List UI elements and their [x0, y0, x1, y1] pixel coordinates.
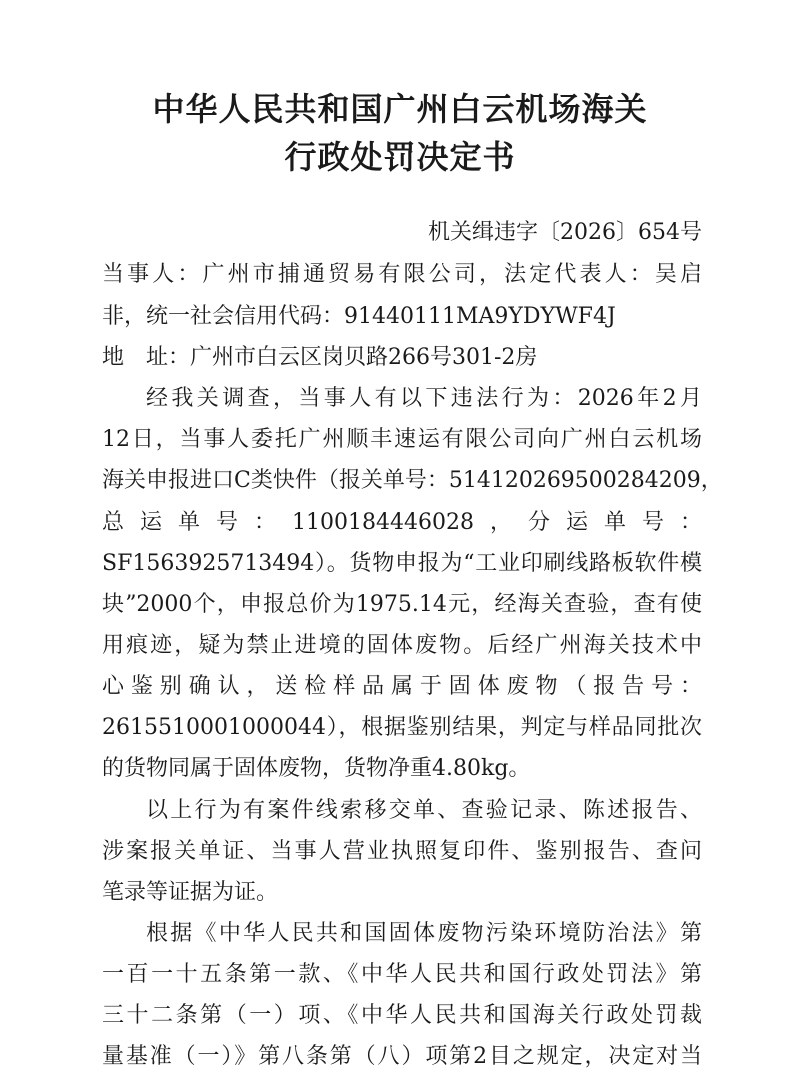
paragraph-line: 以上行为有案件线索移交单、查验记录、陈述报告、: [146, 798, 702, 823]
document-title-line1: 中华人民共和国广州白云机场海关: [152, 90, 648, 128]
paragraph-line: 海关申报进口C类快件（报关单号：514120269500284209，: [102, 468, 723, 493]
paragraph-line: 块”2000个，申报总价为1975.14元，经海关查验，查有使: [102, 592, 702, 617]
paragraph-line: 2615510001000044），根据鉴别结果，判定与样品同批次: [102, 715, 702, 740]
paragraph-line: 12日，当事人委托广州顺丰速运有限公司向广州白云机场: [102, 427, 702, 452]
paragraph-line: 一百一十五条第一款、《中华人民共和国行政处罚法》第: [102, 962, 702, 987]
paragraph-line: 总运单号：1100184446028，分运单号：: [102, 510, 702, 535]
paragraph-line: SF1563925713494）。货物申报为“工业印刷线路板软件模: [102, 551, 702, 576]
paragraph-line: 三十二条第（一）项、《中华人民共和国海关行政处罚裁: [102, 1003, 702, 1028]
document-number: 机关缉违字〔2026〕654号: [428, 220, 702, 245]
address-line: 地 址：广州市白云区岗贝路266号301-2房: [102, 345, 538, 370]
paragraph-line: 经我关调查，当事人有以下违法行为：2026年2月: [146, 386, 702, 411]
paragraph-line: 根据《中华人民共和国固体废物污染环境防治法》第: [146, 921, 702, 946]
paragraph-line: 量基准（一）》第八条第（八）项第2目之规定，决定对当: [102, 1044, 702, 1069]
paragraph-line: 的货物同属于固体废物，货物净重4.80kg。: [102, 756, 531, 781]
document-title-line2: 行政处罚决定书: [284, 138, 516, 176]
party-line-1: 当事人：广州市捕通贸易有限公司，法定代表人：吴启: [102, 262, 702, 287]
paragraph-line: 涉案报关单证、当事人营业执照复印件、鉴别报告、查问: [102, 839, 702, 864]
paragraph-line: 笔录等证据为证。: [102, 880, 279, 905]
party-line-2: 非，统一社会信用代码：91440111MA9YDYWF4J: [102, 304, 616, 329]
paragraph-line: 用痕迹，疑为禁止进境的固体废物。后经广州海关技术中: [102, 633, 702, 658]
paragraph-line: 心鉴别确认，送检样品属于固体废物（报告号：: [102, 674, 702, 699]
